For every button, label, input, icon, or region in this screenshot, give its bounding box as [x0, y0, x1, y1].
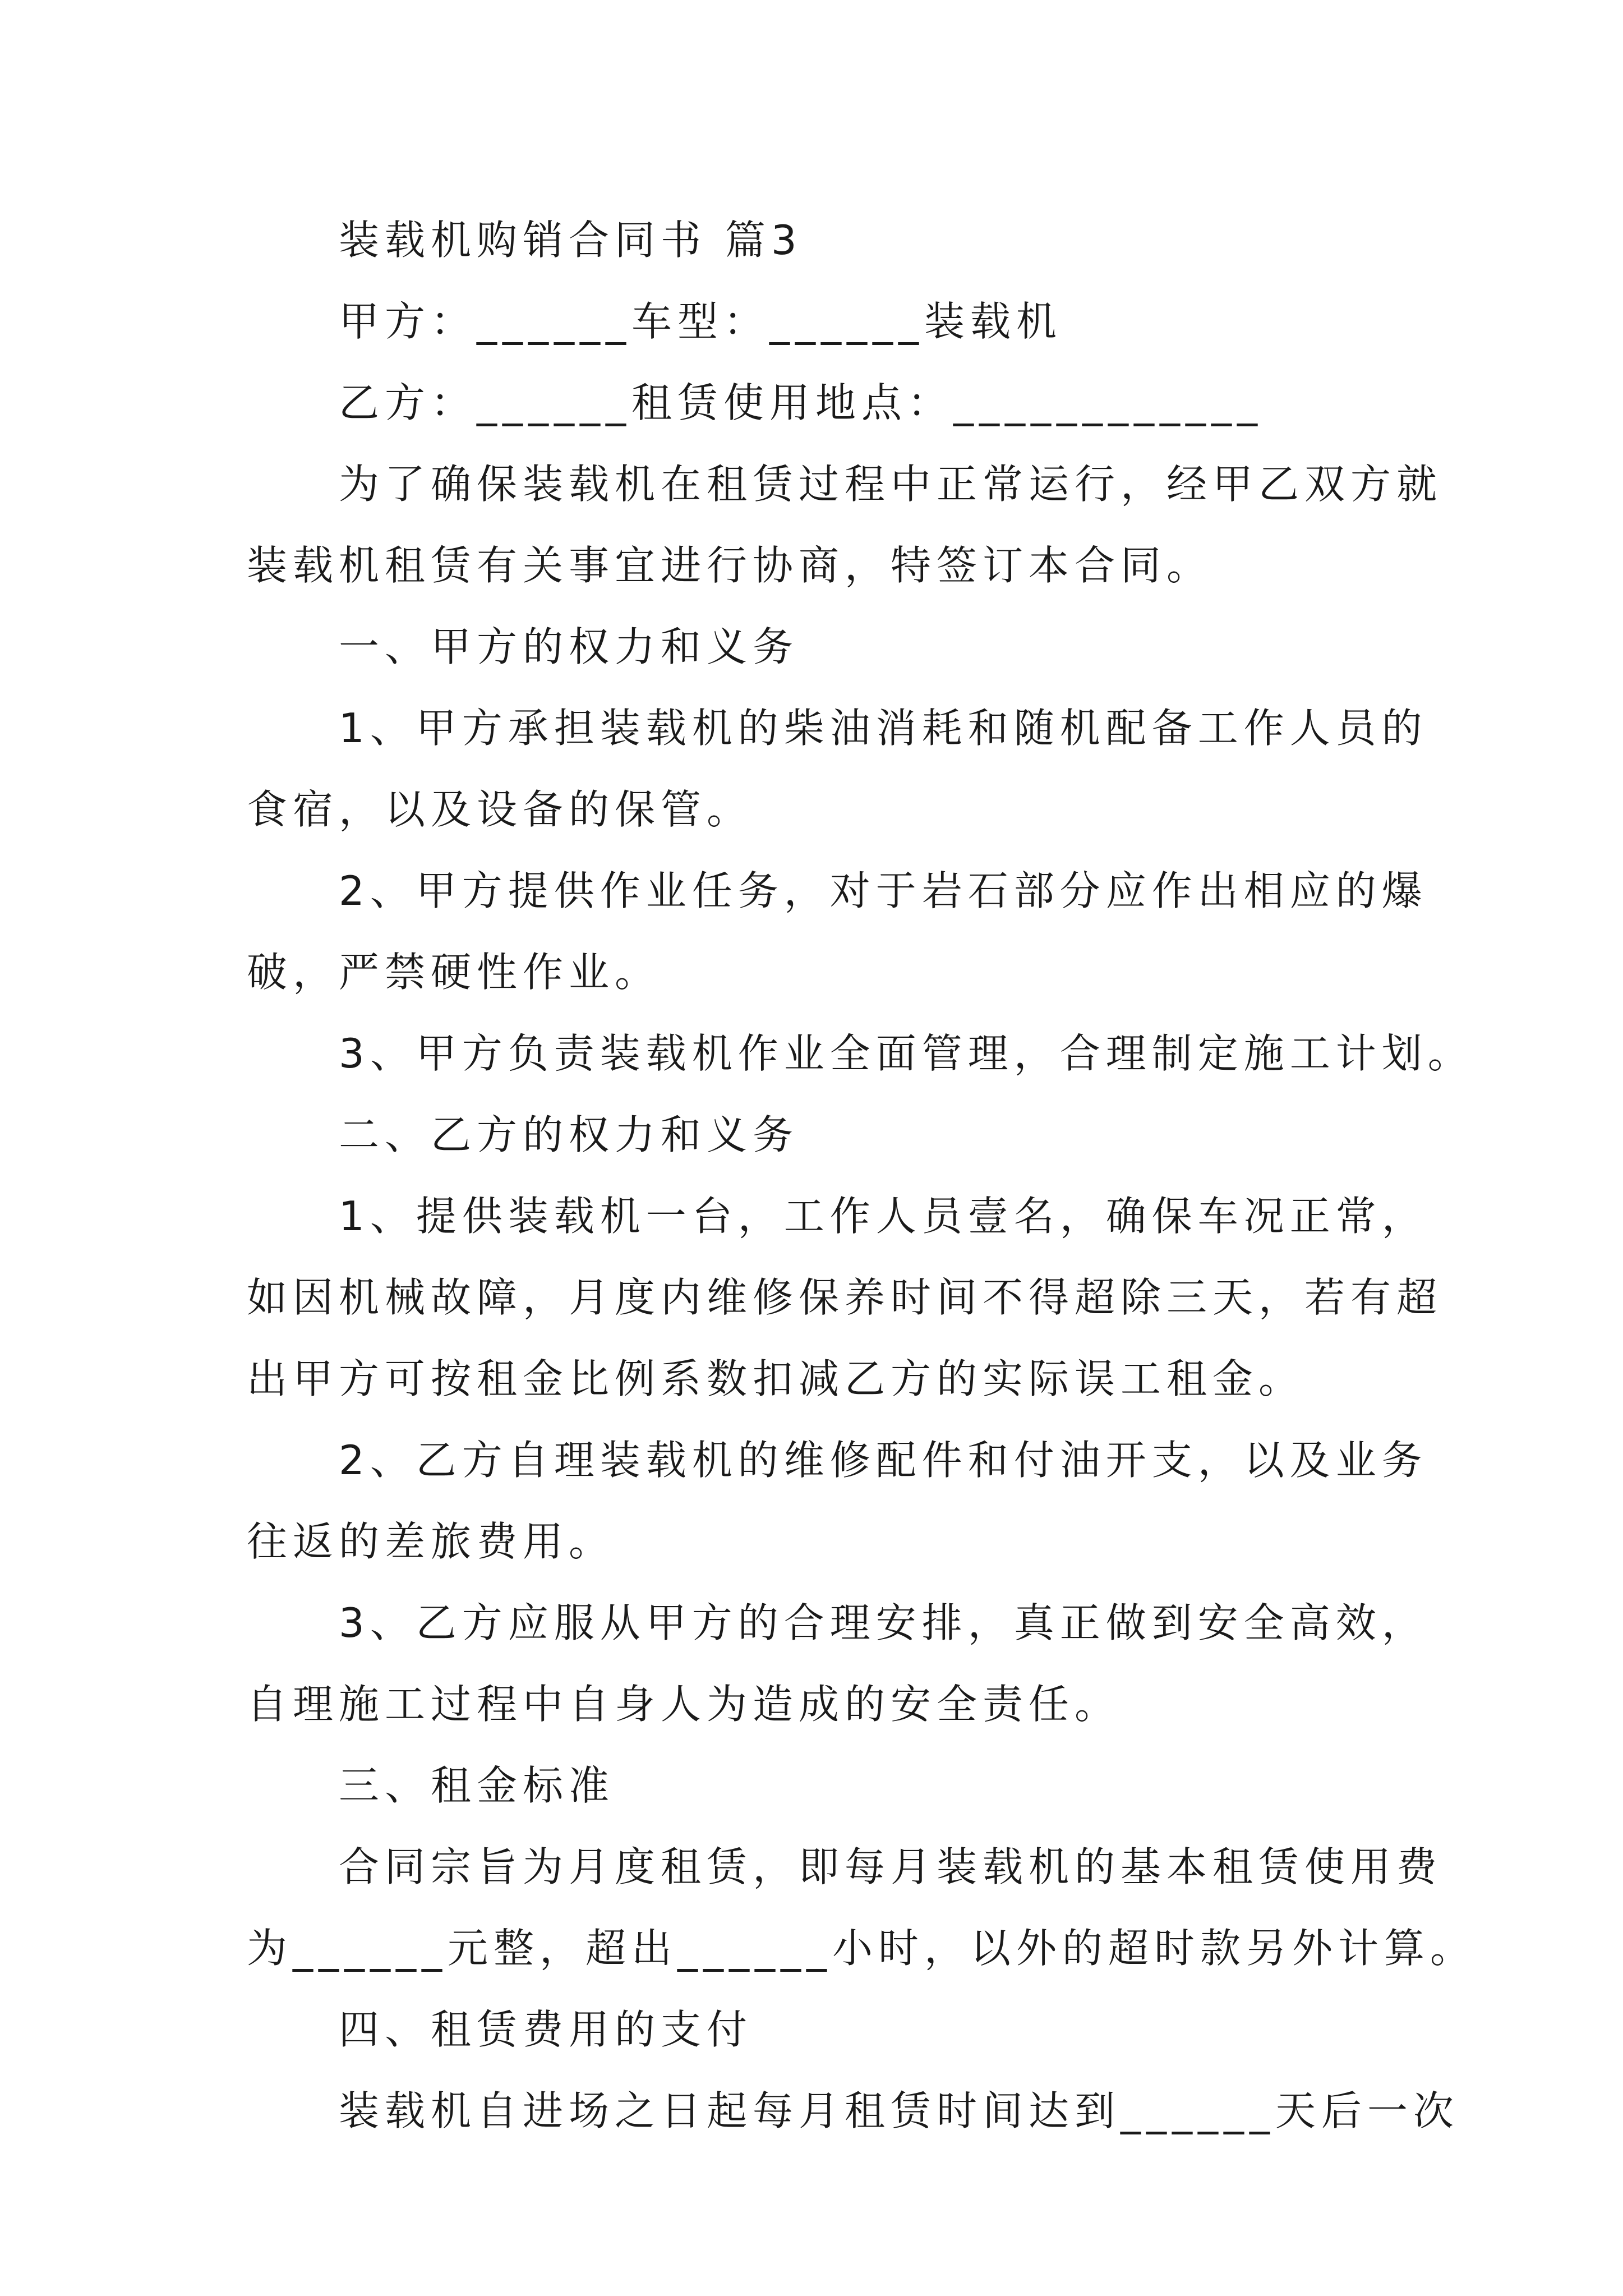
s1-item1-line-1: 1、甲方承担装载机的柴油消耗和随机配备工作人员的 — [339, 705, 1428, 752]
document-title: 装载机购销合同书 篇3 — [339, 217, 803, 264]
s3-body-line-2: 为______元整，超出______小时，以外的超时款另外计算。 — [247, 1925, 1477, 1972]
s2-item1-line-1: 1、提供装载机一台，工作人员壹名，确保车况正常， — [339, 1193, 1428, 1240]
intro-line-2: 装载机租赁有关事宜进行协商，特签订本合同。 — [247, 542, 1213, 589]
s2-item2-line-2: 往返的差旅费用。 — [247, 1518, 615, 1565]
party-a-line: 甲方：______车型：______装载机 — [339, 298, 1063, 345]
s3-body-line-1: 合同宗旨为月度租赁，即每月装载机的基本租赁使用费 — [339, 1843, 1443, 1890]
s1-item1-line-2: 食宿，以及设备的保管。 — [247, 786, 753, 833]
s4-body-line-1: 装载机自进场之日起每月租赁时间达到______天后一次 — [339, 2087, 1460, 2134]
s1-item3: 3、甲方负责装载机作业全面管理，合理制定施工计划。 — [339, 1030, 1474, 1077]
section-4-heading: 四、租赁费用的支付 — [339, 2006, 753, 2053]
s1-item2-line-1: 2、甲方提供作业任务，对于岩石部分应作出相应的爆 — [339, 867, 1428, 914]
s1-item2-line-2: 破，严禁硬性作业。 — [247, 949, 661, 996]
s2-item3-line-1: 3、乙方应服从甲方的合理安排，真正做到安全高效， — [339, 1599, 1428, 1646]
intro-line-1: 为了确保装载机在租赁过程中正常运行，经甲乙双方就 — [339, 461, 1443, 508]
s2-item2-line-1: 2、乙方自理装载机的维修配件和付油开支，以及业务 — [339, 1437, 1428, 1484]
section-1-heading: 一、甲方的权力和义务 — [339, 623, 799, 670]
section-3-heading: 三、租金标准 — [339, 1762, 615, 1809]
s2-item1-line-2: 如因机械故障，月度内维修保养时间不得超除三天，若有超 — [247, 1274, 1443, 1321]
section-2-heading: 二、乙方的权力和义务 — [339, 1111, 799, 1158]
party-b-line: 乙方：______租赁使用地点：____________ — [339, 379, 1264, 426]
s2-item1-line-3: 出甲方可按租金比例系数扣减乙方的实际误工租金。 — [247, 1355, 1305, 1402]
s2-item3-line-2: 自理施工过程中自身人为造成的安全责任。 — [247, 1681, 1121, 1728]
